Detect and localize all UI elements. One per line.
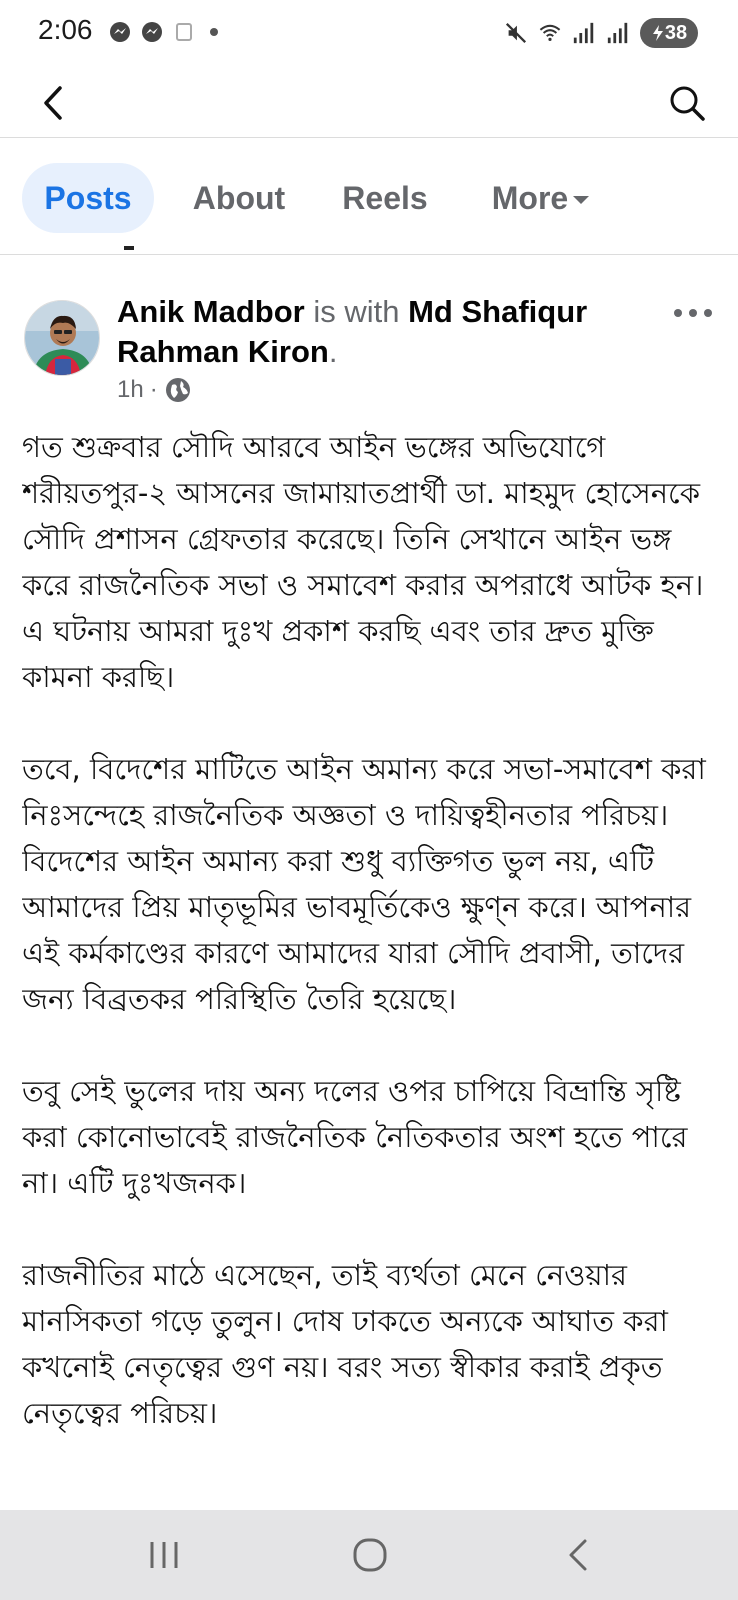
notification-dot — [210, 28, 218, 36]
battery-icon — [651, 24, 665, 42]
top-bar — [0, 68, 738, 138]
status-icons-right — [504, 18, 698, 48]
back-icon — [565, 1538, 591, 1572]
caret-down-icon — [572, 194, 590, 206]
signal-icon — [572, 21, 596, 45]
tab-more-label: More — [491, 179, 569, 216]
post-paragraph: তবু সেই ভুলের দায় অন্য দলের ওপর চাপিয়ে বিভ্রান্তি সৃষ্টি করা কোনোভাবেই রাজনৈতিক নৈতিকতার অংশ হতে পারে না। এটি দুঃখজনক। — [22, 1074, 688, 1200]
tab-reels[interactable]: Reels — [342, 179, 428, 216]
scrolled-content-fragment — [124, 246, 134, 250]
recent-apps-icon — [147, 1540, 181, 1570]
wifi-icon — [538, 21, 562, 45]
tab-about[interactable]: About — [192, 179, 286, 216]
mute-icon — [504, 21, 528, 45]
globe-icon — [164, 376, 192, 404]
post-paragraph: গত শুক্রবার সৌদি আরবে আইন ভঙ্গের অভিযোগে শরীয়তপুর-২ আসনের জামায়াতপ্রার্থী ডা. মাহমুদ হোসেনকে সৌদি প্রশাসন গ্রেফতার করেছে। তিনি সেখানে আইন ভঙ্গ করে রাজনৈতিক সভা ও সমাবেশ করার অপরাধে আটক হন। এ ঘটনায় আমরা দুঃখ প্রকাশ করছি এবং তার দ্রুত মুক্তি কামনা করছি। — [22, 430, 704, 694]
home-button[interactable] — [340, 1530, 400, 1580]
tab-more[interactable] — [476, 163, 606, 233]
search-button[interactable] — [662, 78, 712, 128]
avatar[interactable] — [24, 300, 100, 376]
post-meta — [117, 376, 192, 404]
post-header — [0, 292, 738, 410]
system-nav-bar — [0, 1510, 738, 1600]
post-time[interactable]: 1h — [117, 376, 144, 403]
chevron-left-icon — [38, 85, 68, 121]
battery-level: 38 — [664, 21, 688, 44]
search-icon — [668, 84, 706, 122]
notification-icon — [172, 20, 196, 44]
meta-separator: · — [149, 376, 158, 403]
profile-photo — [25, 301, 100, 376]
post-options-button[interactable] — [668, 298, 718, 328]
recent-apps-button[interactable] — [134, 1530, 194, 1580]
status-time: 2:06 — [38, 14, 93, 45]
battery-indicator — [640, 18, 698, 48]
post-text — [22, 424, 722, 1510]
messenger-icon — [140, 20, 164, 44]
status-icons-left — [108, 20, 218, 44]
back-button[interactable] — [28, 78, 78, 128]
tab-posts[interactable]: Posts — [22, 163, 154, 233]
with-text: is with — [304, 294, 409, 329]
author-name[interactable]: Anik Madbor — [117, 294, 305, 329]
status-bar — [0, 0, 738, 68]
tagged-name[interactable]: Md Shafiqur Rahman Kiron — [117, 294, 588, 369]
home-icon — [352, 1537, 388, 1573]
more-dots-icon — [673, 308, 713, 318]
profile-tabs — [0, 139, 738, 255]
post-paragraph: তবে, বিদেশের মাটিতে আইন অমান্য করে সভা-সমাবেশ করা নিঃসন্দেহে রাজনৈতিক অজ্ঞতা ও দায়িত্বহীনতার পরিচয়। বিদেশের আইন অমান্য করা শুধু ব্যক্তিগত ভুল নয়, এটি আমাদের প্রিয় মাতৃভূমির ভাবমূর্তিকেও ক্ষুণ্ন করে। আপনার এই কর্মকাণ্ডের কারণে আমাদের যারা সৌদি প্রবাসী, তাদের জন্য বিব্রতকর পরিস্থিতি তৈরি হয়েছে। — [22, 752, 706, 1016]
signal-icon — [606, 21, 630, 45]
system-back-button[interactable] — [548, 1530, 608, 1580]
messenger-icon — [108, 20, 132, 44]
post-paragraph: রাজনীতির মাঠে এসেছেন, তাই ব্যর্থতা মেনে নেওয়ার মানসিকতা গড়ে তুলুন। দোষ ঢাকতে অন্যকে আঘাত করা কখনোই নেতৃত্বের গুণ নয়। বরং সত্য স্বীকার করাই প্রকৃত নেতৃত্বের পরিচয়। — [22, 1258, 668, 1430]
period: . — [328, 334, 338, 369]
post-author-line — [117, 292, 657, 372]
